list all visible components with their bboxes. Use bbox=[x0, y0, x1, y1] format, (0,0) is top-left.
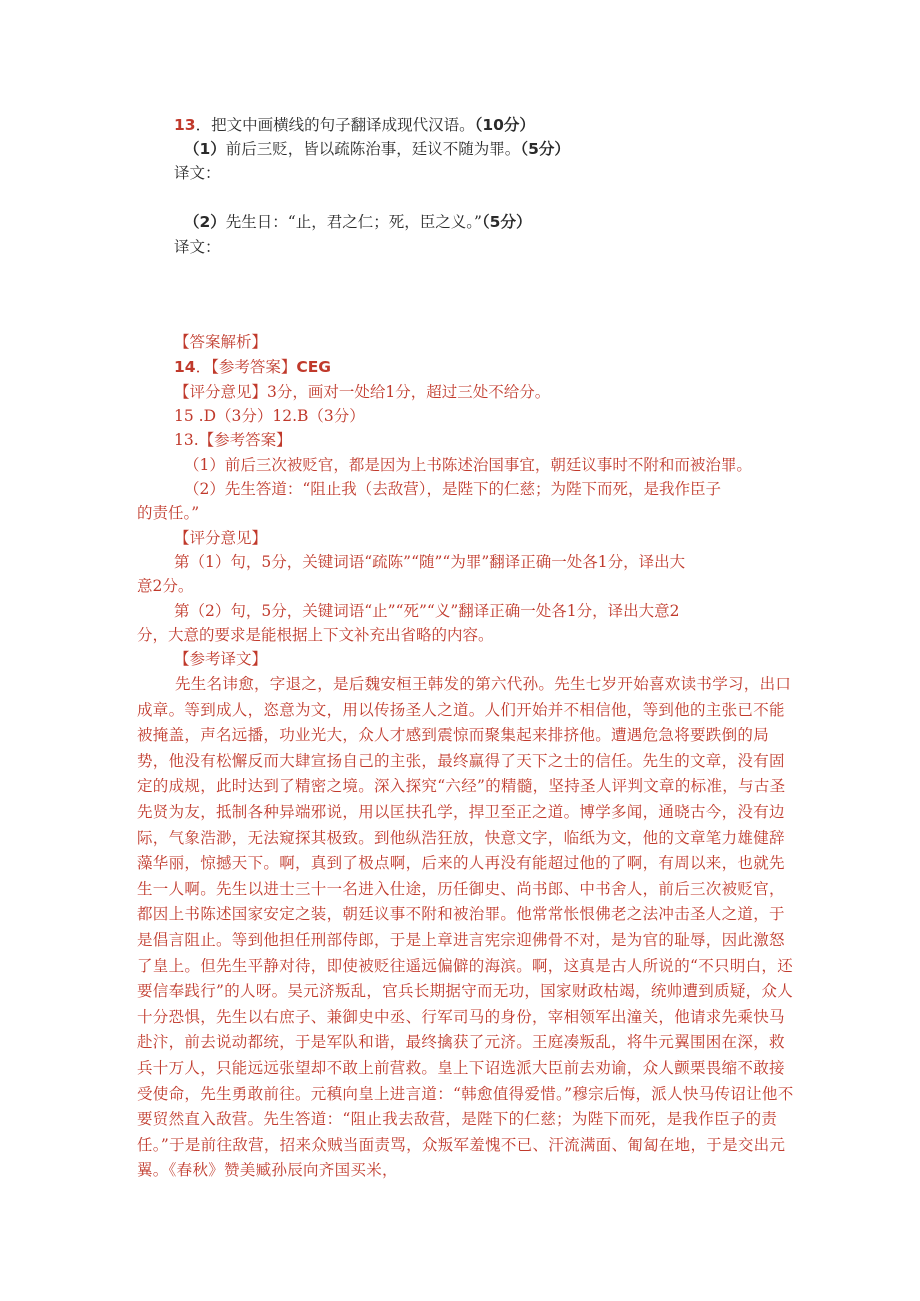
answer-14-evaluation: 【评分意见】3分，画对一处给1分，超过三处不给分。 bbox=[174, 383, 551, 401]
reference-translation-title: 【参考译文】 bbox=[174, 650, 268, 668]
evaluation-title: 【评分意见】 bbox=[174, 529, 268, 547]
question-13 bbox=[174, 113, 535, 137]
question-13-sub-2 bbox=[184, 210, 531, 234]
sub-2-text: 先生日：“止，君之仁；死，臣之义。” bbox=[225, 213, 482, 231]
answer-14-value: CEG bbox=[296, 358, 332, 376]
evaluation-1-line-2: 意2分。 bbox=[137, 577, 194, 595]
answer-analysis-title: 【答案解析】 bbox=[174, 333, 268, 351]
answer-13-title: 13.【参考答案】 bbox=[174, 431, 292, 449]
translation-label-1: 译文： bbox=[174, 164, 221, 182]
evaluation-2-line-1: 第（2）句，5分，关键词语“止”“死”“义”翻译正确一处各1分，译出大意2 bbox=[174, 602, 680, 620]
reference-translation-text: 先生名讳愈，字退之，是后魏安桓王韩发的第六代孙。先生七岁开始喜欢读书学习，出口成章。等到成人，恣意为文，用以传扬圣人之道。人们开始并不相信他，等到他的主张已不能被掩盖，声名远播，功业光大，众人才感到震惊而聚集起来排挤他。遭遇危急将要跌倒的局势，他没有松懈反而大肆宣扬自己的主张，最终赢得了天下之士的信任。先生的文章，没有固定的成规，此时达到了精密之境。深入探究“六经”的精髓，坚持圣人评判文章的标准，与古圣先贤为友，抵制各种异端邪说，用以匡扶孔学，捍卫至正之道。博学多闻，通晓古今，没有边际，气象浩渺，无法窥探其极致。到他纵浩狂放，快意文字，临纸为文，他的文章笔力雄健辞藻华丽，惊撼天下。啊，真到了极点啊，后来的人再没有能超过他的了啊，有周以来，也就先生一人啊。先生以进士三十一名进入仕途，历任御史、尚书郎、中书舍人，前后三次被贬官，都因上书陈述国家安定之装，朝廷议事不附和被治罪。他常常怅恨佛老之法冲击圣人之道，于是倡言阻止。等到他担任刑部侍郎，于是上章进言宪宗迎佛骨不对，是为官的耻辱，因此激怒了皇上。但先生平静对待，即使被贬往遥远偏僻的海滨。啊，这真是古人所说的“不只明白，还要信奉践行”的人呀。吴元济叛乱，官兵长期据守而无功，国家财政枯竭，统帅遭到质疑，众人十分恐惧，先生以右庶子、兼御史中丞、行军司马的身份，宰相领军出潼关，他请求先乘快马赴汴，前去说动都统，于是军队和谐，最终擒获了元济。王庭凑叛乱，将牛元翼围困在深，救兵十万人，只能远远张望却不敢上前营救。皇上下诏选派大臣前去劝谕，众人颤栗畏缩不敢接受使命，先生勇敢前往。元稹向皇上进言道：“韩愈值得爱惜。”穆宗后悔，派人快马传诏让他不要贸然直入敌营。先生答道：“阻止我去敌营，是陛下的仁慈；为陛下而死，是我作臣子的责任。”于是前往敌营，招来众贼当面责骂，众叛军羞愧不已、汗流满面、匍匐在地，于是交出元翼。《春秋》赞美臧孙辰向齐国买米， bbox=[137, 675, 794, 1180]
question-13-number: 13 bbox=[174, 116, 196, 134]
answer-13-2-line-1: （2）先生答道：“阻止我（去敌营），是陛下的仁慈；为陛下而死，是我作臣子 bbox=[184, 480, 722, 498]
question-13-sub-1 bbox=[184, 137, 570, 161]
evaluation-1-line-1: 第（1）句，5分，关键词语“疏陈”“随”“为罪”翻译正确一处各1分，译出大 bbox=[174, 553, 686, 571]
sub-2-score: （5分） bbox=[481, 213, 532, 231]
answer-14-label: ．【参考答案】 bbox=[195, 358, 297, 376]
answer-14-number: 14 bbox=[174, 358, 196, 376]
answer-13-1: （1）前后三次被贬官，都是因为上书陈述治国事宜，朝廷议事时不附和而被治罪。 bbox=[184, 456, 752, 474]
translation-label-2: 译文： bbox=[174, 238, 221, 256]
answer-14 bbox=[174, 355, 331, 379]
question-13-text: ．把文中画横线的句子翻译成现代汉语。 bbox=[195, 116, 475, 134]
sub-1-number: （1） bbox=[184, 140, 226, 158]
sub-1-score: （5分） bbox=[520, 140, 570, 158]
answer-15: 15 .D（3分）12.B（3分） bbox=[174, 407, 365, 425]
sub-2-number: （2） bbox=[184, 213, 226, 231]
question-13-score: （10分） bbox=[474, 116, 535, 134]
evaluation-2-line-2: 分，大意的要求是能根据上下文补充出省略的内容。 bbox=[137, 626, 494, 644]
sub-1-text: 前后三贬，皆以疏陈治事，廷议不随为罪。 bbox=[225, 140, 521, 158]
answer-13-2-line-2: 的责任。” bbox=[137, 504, 200, 522]
